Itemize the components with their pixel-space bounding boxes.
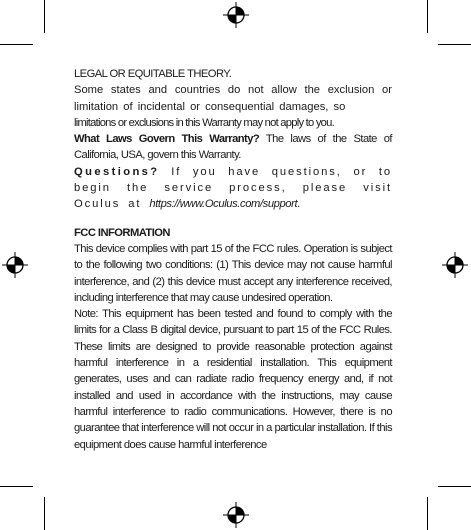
crop-mark-bottom-left-horizontal (0, 486, 33, 487)
questions-text: If you have questions, or to begin the service process, please visit Oculus at (74, 165, 392, 211)
section-gap (74, 213, 392, 225)
crop-mark-top-right-vertical (427, 0, 428, 33)
crop-mark-bottom-right-vertical (427, 497, 428, 530)
paragraph-fcc-note: Note: This equipment has been tested and found to comply with the limits for a Class B digital device, pursuant to part 15 of the FCC Rules. These limits are designed to provide reasonable protection against harmful interference in a residential installation. This equipment generates, uses and can radiate radio frequency energy and, if not installed and used in accordance with the instructions, may cause harmful interference to radio communications. However, there is no guarantee that interference will not occur in a particular installation. If this equipment does cause harmful interference (74, 308, 392, 451)
registration-mark-right-icon (442, 252, 468, 278)
crop-mark-bottom-left-vertical (44, 497, 45, 530)
governing-law-text: The laws of the State of California, USA, govern this Warranty. (74, 133, 392, 162)
crop-mark-top-left-vertical (44, 0, 45, 33)
registration-mark-left-icon (2, 252, 28, 278)
governing-law-label: What Laws Govern This Warranty? (74, 133, 260, 146)
registration-mark-top-icon (223, 2, 249, 28)
document-body (74, 66, 392, 453)
support-link[interactable]: https://www.Oculus.com/support (149, 198, 298, 211)
heading-fcc-information: FCC INFORMATION (74, 226, 170, 239)
crop-mark-top-right-horizontal (438, 44, 471, 45)
questions-period: . (297, 198, 301, 211)
crop-mark-bottom-right-horizontal (438, 486, 471, 487)
paragraph-exclusion: Some states and countries do not allow the exclusion or limitation of incidental or consequential damages, so (74, 84, 392, 113)
paragraph-fcc-compliance: This device complies with part 15 of the FCC rules. Operation is subject to the following two conditions: (1) This device may not cause harmful interference, and (2) this device must accept any interference received, including interference that may cause undesired operation. (74, 242, 392, 304)
crop-mark-top-left-horizontal (0, 44, 33, 45)
paragraph-governing-law (74, 131, 392, 164)
paragraph-legal-theory: LEGAL OR EQUITABLE THEORY. (74, 68, 232, 80)
paragraph-questions (74, 164, 392, 213)
paragraph-exclusion-end: limitations or exclusions in this Warranty may not apply to you. (74, 116, 334, 129)
registration-mark-bottom-icon (223, 502, 249, 528)
questions-label: Questions? (74, 165, 160, 178)
